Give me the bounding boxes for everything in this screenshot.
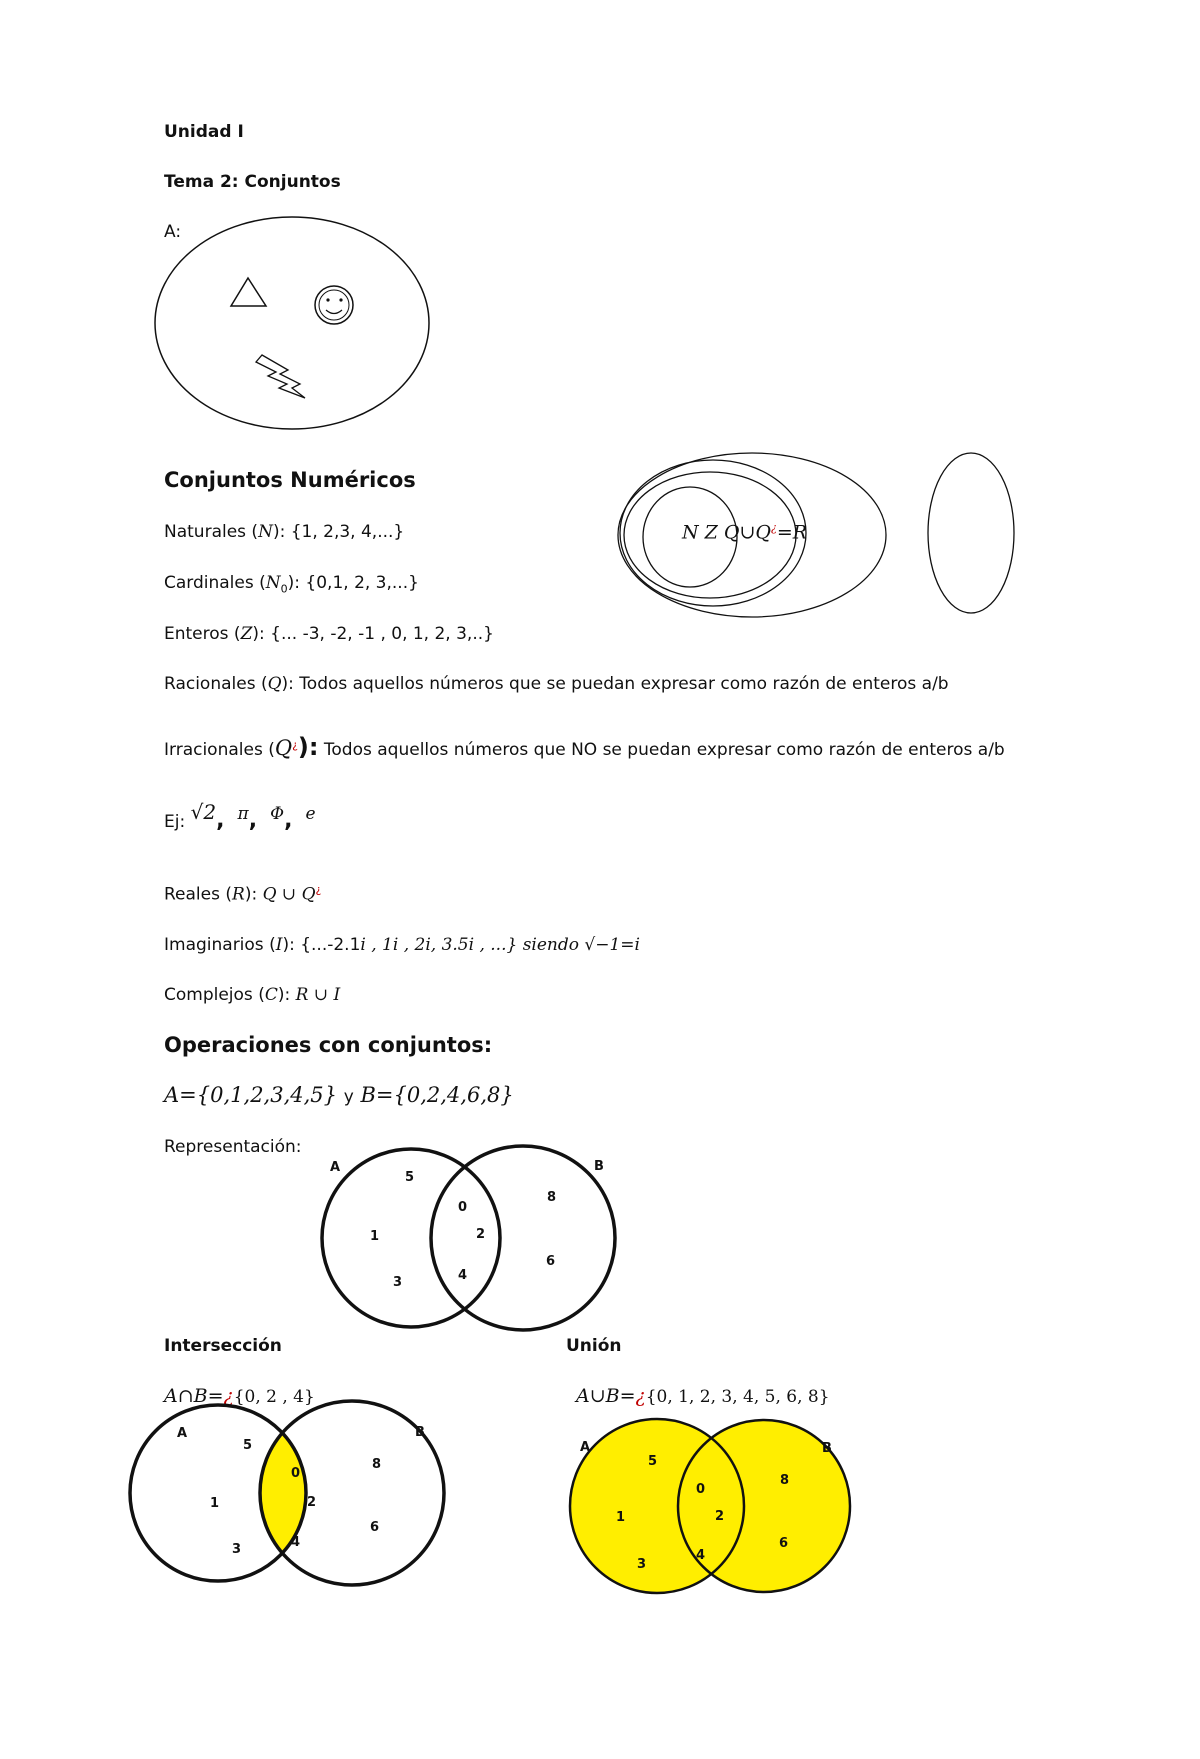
numeric-sets-heading: Conjuntos Numéricos [164, 468, 416, 492]
reales-line: Reales (R): Q ∪ Q¿ [164, 883, 322, 905]
example-phi: Φ [270, 804, 285, 824]
naturales-line: Naturales (N): {1, 2,3, 4,...} [164, 522, 405, 542]
example-pi: π [237, 804, 249, 824]
intersection-label: Intersección [164, 1336, 282, 1356]
topic-title: Tema 2: Conjuntos [164, 172, 341, 192]
set-a-label: A: [164, 222, 182, 242]
venn-element: 0 [696, 1482, 706, 1497]
irracionales-line: Irracionales (Q¿): Todos aquellos números que NO se puedan expresar como razón de enteros a/b [164, 733, 1005, 761]
venn-element: 0 [458, 1200, 468, 1215]
venn-element: 3 [637, 1557, 647, 1572]
venn-element: 1 [616, 1510, 626, 1525]
unit-title: Unidad I [164, 122, 244, 142]
union-formula: A∪B=¿{0, 1, 2, 3, 4, 5, 6, 8} [576, 1385, 830, 1407]
venn-element: 3 [232, 1542, 242, 1557]
venn-element: 6 [546, 1254, 556, 1269]
example-e: e [305, 804, 316, 824]
complejos-line: Complejos (C): R ∪ I [164, 985, 341, 1005]
venn-representation [322, 1146, 615, 1330]
venn-label-a: A [580, 1440, 591, 1455]
imaginarios-line: Imaginarios (I): {...-2.1i , 1i , 2i, 3.5i , ...} siendo √−1=i [164, 935, 640, 955]
venn-element: 4 [291, 1535, 301, 1550]
venn-intersection [130, 1401, 444, 1585]
venn-element: 4 [696, 1548, 706, 1563]
venn-label-b: B [415, 1425, 425, 1440]
venn-element: 5 [243, 1438, 253, 1453]
nested-sets-label: N Z Q∪Q¿=R [682, 521, 808, 544]
operations-heading: Operaciones con conjuntos: [164, 1033, 493, 1057]
venn-element: 2 [715, 1509, 725, 1524]
enteros-line: Enteros (Z): {... -3, -2, -1 , 0, 1, 2, 3,..} [164, 624, 494, 644]
venn-circle-b [431, 1146, 615, 1330]
venn-label-b: B [594, 1159, 604, 1174]
venn-element: 0 [291, 1466, 301, 1481]
venn-element: 1 [370, 1229, 380, 1244]
cardinales-line: Cardinales $(N_0)$: {0,1, 2, 3,...} [164, 573, 419, 596]
venn-union [570, 1419, 850, 1593]
venn-element: 6 [779, 1536, 789, 1551]
venn-label-b: B [822, 1441, 832, 1456]
venn-element: 6 [370, 1520, 380, 1535]
venn-label-a: A [177, 1426, 188, 1441]
examples-line: Ej: √2, π, Φ, e [164, 800, 316, 833]
venn-element: 3 [393, 1275, 403, 1290]
venn-label-a: A [330, 1160, 341, 1175]
venn-element: 8 [780, 1473, 790, 1488]
venn-element: 1 [210, 1496, 220, 1511]
union-label: Unión [566, 1336, 622, 1356]
venn-element: 8 [372, 1457, 382, 1472]
example-sqrt2: √2 [190, 800, 217, 824]
venn-element: 2 [307, 1495, 317, 1510]
venn-element: 4 [458, 1268, 468, 1283]
racionales-line: Racionales (Q): Todos aquellos números que se puedan expresar como razón de enteros a/b [164, 674, 949, 694]
venn-element: 8 [547, 1190, 557, 1205]
venn-element: 5 [405, 1170, 415, 1185]
representation-label: Representación: [164, 1137, 302, 1157]
intersection-formula: A∩B=¿{0, 2 , 4} [164, 1385, 315, 1407]
venn-element: 2 [476, 1227, 486, 1242]
venn-element: 5 [648, 1454, 658, 1469]
sets-definition: A={0,1,2,3,4,5} y B={0,2,4,6,8} [164, 1083, 514, 1107]
